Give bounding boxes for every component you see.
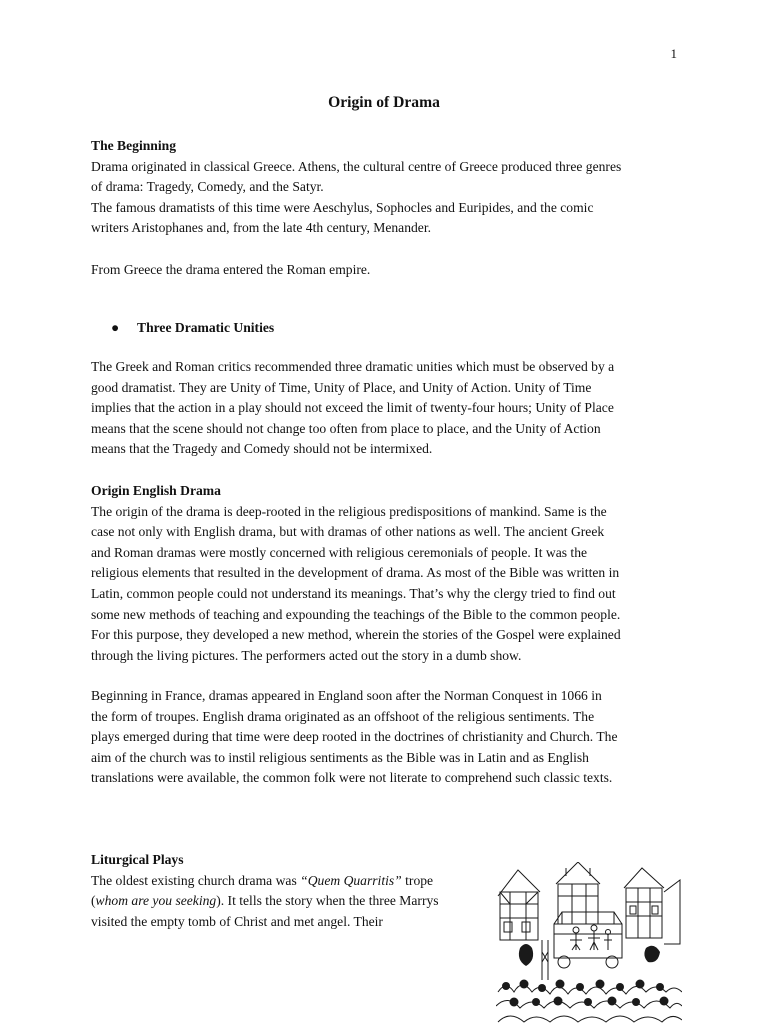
text-line: means that the Tragedy and Comedy should not be intermixed. [91,441,433,457]
text-line: of drama: Tragedy, Comedy, and the Satyr. [91,179,324,195]
text-line: From Greece the drama entered the Roman empire. [91,262,371,277]
text-line: For this purpose, they developed a new method, wherein the stories of the Gospel were explained [91,627,621,643]
bullet-icon: ● [111,320,120,335]
text-line: the form of troupes. English drama originated as an offshoot of the religious sentiments. The [91,708,595,724]
heading-english-drama: Origin English Drama [91,483,221,498]
text-line: through the living pictures. The performers acted out the story in a dumb show. [91,647,522,663]
document-title: Origin of Drama [328,94,440,111]
text-line [91,891,486,912]
section-unities [91,357,679,460]
trope-title: “Quem Quarritis” [300,872,402,888]
text-line: Drama originated in classical Greece. Athens, the cultural centre of Greece produced three genres [91,158,622,174]
text-line: Beginning in France, dramas appeared in England soon after the Norman Conquest in 1066 in [91,688,602,703]
text-line: means that the scene should not change too often from place to place, and the Unity of Action [91,420,601,436]
text-line: case not only with English drama, but with dramas of other nations as well. The ancient Greek [91,524,605,540]
roman-paragraph [91,260,679,281]
text-line: religious elements that resulted in the development of drama. As most of the Bible was written in [91,565,620,581]
text-span: ( [91,893,96,909]
text-line: some new methods of teaching and expounding the teachings of the Bible to the common people. [91,606,621,622]
section-english-drama [91,481,679,666]
text-line: The Greek and Roman critics recommended three dramatic unities which must be observed by a [91,359,615,374]
text-line: aim of the church was to instil religious sentiments as the Bible was in Latin and as English [91,749,589,765]
section-liturgical [91,850,486,932]
text-span: trope [401,872,434,888]
page-number: 1 [670,46,677,61]
text-line: plays emerged during that time were deep rooted in the doctrines of christianity and Church. The [91,729,618,745]
text-span: ). It tells the story when the three Marrys [216,893,439,909]
heading-liturgical: Liturgical Plays [91,852,184,867]
text-line [91,871,486,892]
text-line: visited the empty tomb of Christ and met angel. Their [91,913,383,929]
text-line: The famous dramatists of this time were Aeschylus, Sophocles and Euripides, and the comic [91,199,594,215]
bullet-heading-unities [111,318,274,339]
text-line: and Roman dramas were mostly concerned with religious ceremonials of people. It was the [91,544,588,560]
section-beginning [91,136,679,239]
text-span: The oldest existing church drama was [91,872,301,888]
text-line: The origin of the drama is deep-rooted in the religious predispositions of mankind. Same is the [91,503,607,519]
text-line: implies that the action in a play should not exceed the limit of twenty-four hours; Unity of Place [91,400,614,416]
text-line: translations were available, the common folk were not literate to comprehend such classic texts. [91,770,613,786]
paragraph-france [91,686,679,789]
text-line: Latin, common people could not understand its meanings. That’s why the clergy tried to find out [91,585,616,601]
heading-unities: Three Dramatic Unities [137,320,275,335]
medieval-stage-illustration [496,862,682,1024]
text-line: good dramatist. They are Unity of Time, Unity of Place, and Unity of Action. Unity of Time [91,379,592,395]
translation-italic: whom are you seeking [95,893,217,909]
text-line: writers Aristophanes and, from the late 4th century, Menander. [91,220,431,236]
heading-beginning: The Beginning [91,138,176,153]
